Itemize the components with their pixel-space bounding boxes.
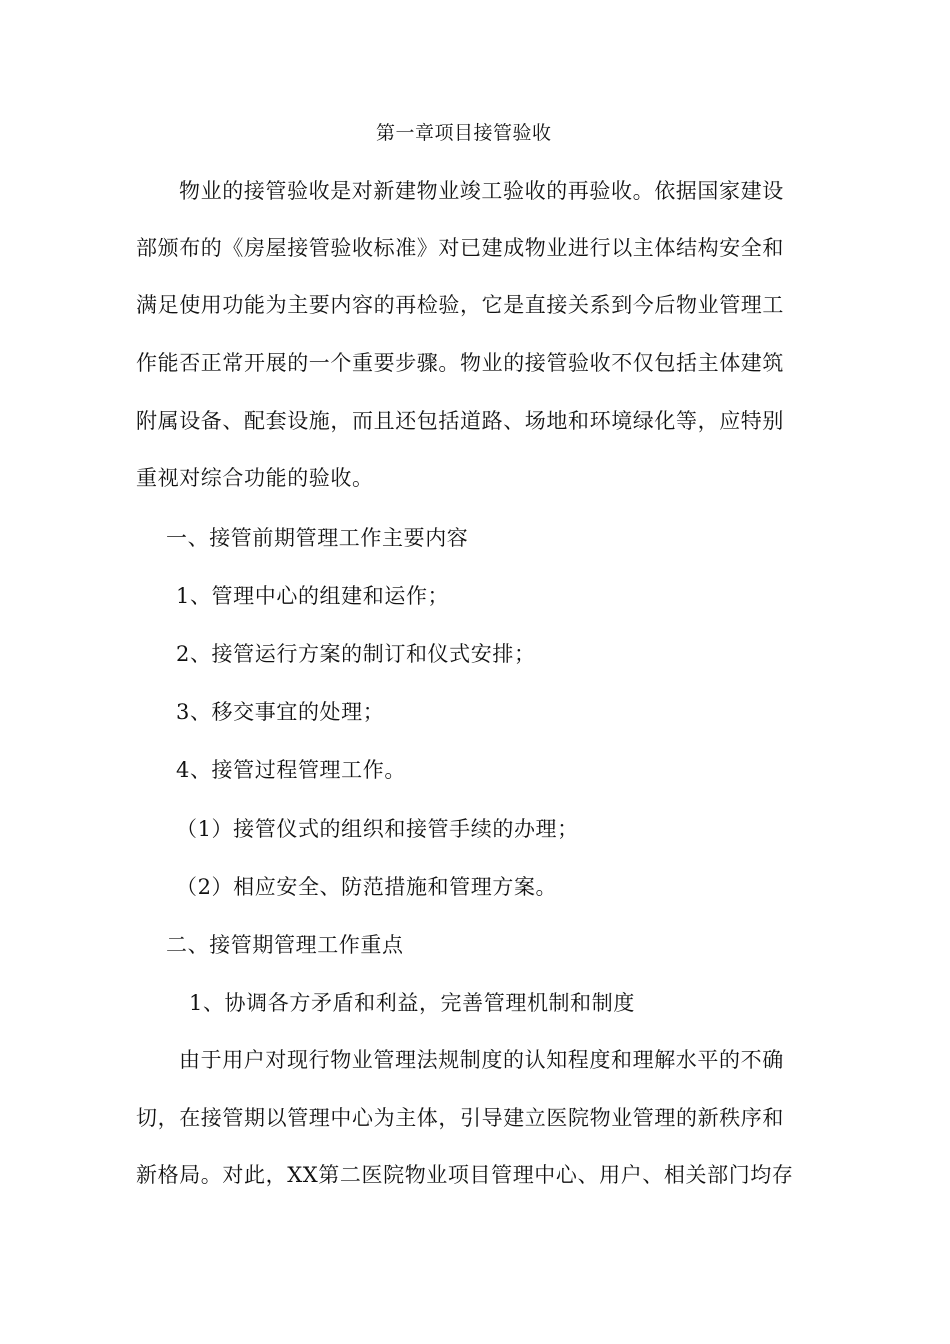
section-1-heading: 一、接管前期管理工作主要内容	[166, 526, 469, 550]
paragraph-1-line-4: 作能否正常开展的一个重要步骤。物业的接管验收不仅包括主体建筑	[136, 351, 784, 375]
section-1-item-3: 3、移交事宜的处理；	[176, 700, 385, 724]
paragraph-1-line-3: 满足使用功能为主要内容的再检验，它是直接关系到今后物业管理工	[136, 293, 784, 317]
section-1-item-1: 1、管理中心的组建和运作；	[176, 584, 450, 608]
section-1-subitem-1: （1）接管仪式的组织和接管手续的办理；	[176, 817, 579, 841]
section-2-subheading: 1、协调各方矛盾和利益，完善管理机制和制度	[189, 991, 635, 1015]
section-2-paragraph-line-2: 切，在接管期以管理中心为主体，引导建立医院物业管理的新秩序和	[136, 1106, 784, 1130]
section-2-heading: 二、接管期管理工作重点	[166, 933, 404, 957]
section-2-paragraph-line-3: 新格局。对此，XX第二医院物业项目管理中心、用户、相关部门均存	[136, 1163, 794, 1187]
page-title: 第一章项目接管验收	[376, 122, 552, 144]
section-1-item-2: 2、接管运行方案的制订和仪式安排；	[176, 642, 536, 666]
section-1-item-4: 4、接管过程管理工作。	[176, 758, 406, 782]
paragraph-1-line-5: 附属设备、配套设施，而且还包括道路、场地和环境绿化等，应特别	[136, 409, 784, 433]
paragraph-1-line-1: 物业的接管验收是对新建物业竣工验收的再验收。依据国家建设	[179, 179, 784, 203]
section-2-paragraph-line-1: 由于用户对现行物业管理法规制度的认知程度和理解水平的不确	[179, 1048, 784, 1072]
section-1-subitem-2: （2）相应安全、防范措施和管理方案。	[176, 875, 558, 899]
paragraph-1-line-2: 部颁布的《房屋接管验收标准》对已建成物业进行以主体结构安全和	[136, 236, 784, 260]
paragraph-1-line-6: 重视对综合功能的验收。	[136, 466, 374, 490]
